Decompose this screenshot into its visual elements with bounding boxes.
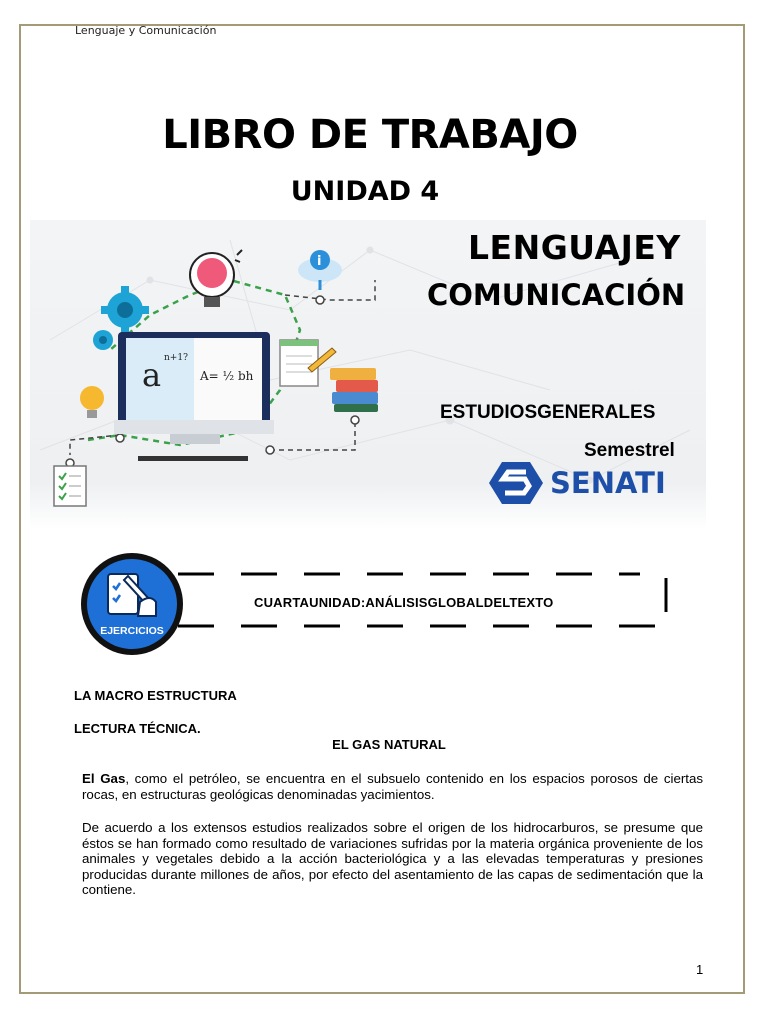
studies-label: ESTUDIOSGENERALES — [440, 402, 656, 423]
paragraph-1-body: , como el petróleo, se encuentra en el subsuelo contenido en los espacios porosos de ciertas rocas, en estructuras geológicas denominadas yacimientos. — [82, 771, 704, 802]
svg-text:A= ½ bh: A= ½ bh — [200, 369, 254, 383]
exercises-badge — [80, 552, 184, 656]
paragraph-2: De acuerdo a los extensos estudios realizados sobre el origen de los hidrocarburos, se presume que éstos se han formado como resultado de variaciones sufridas por la materia orgánica proveniente de los animales y vegetales debido a la acción bacteriológica y a las elevadas temperaturas y presiones producidas durante millones de años, por efecto del asentamiento de las capas de sedimentación que la contiene. — [82, 820, 703, 897]
exercises-badge-label: EJERCICIOS — [100, 625, 164, 637]
reading-type: LECTURA TÉCNICA. — [74, 721, 201, 736]
books-icon — [330, 368, 378, 412]
unit-heading: CUARTAUNIDAD:ANÁLISISGLOBALDELTEXTO — [254, 595, 554, 610]
svg-text:n+1?: n+1? — [164, 353, 188, 363]
running-header: Lenguaje y Comunicación — [75, 24, 217, 37]
course-title-line1: LENGUAJEY — [468, 228, 681, 267]
senati-logo — [488, 460, 678, 506]
svg-text:a: a — [142, 356, 162, 394]
reading-title: EL GAS NATURAL — [332, 737, 446, 752]
checklist-icon — [54, 466, 86, 506]
paragraph-1-lead: El Gas — [82, 771, 126, 786]
document-title: LIBRO DE TRABAJO — [162, 112, 578, 158]
unit-subtitle: UNIDAD 4 — [290, 176, 440, 207]
course-title-line2: COMUNICACIÓN — [427, 278, 686, 312]
paragraph-1 — [82, 771, 703, 802]
page-number: 1 — [696, 962, 704, 977]
section-title: LA MACRO ESTRUCTURA — [74, 688, 237, 703]
senati-logo-text: SENATI — [550, 466, 666, 500]
semester-label: Semestrel — [584, 440, 675, 461]
svg-text:i: i — [317, 254, 322, 269]
senati-logo-mark — [488, 460, 544, 506]
